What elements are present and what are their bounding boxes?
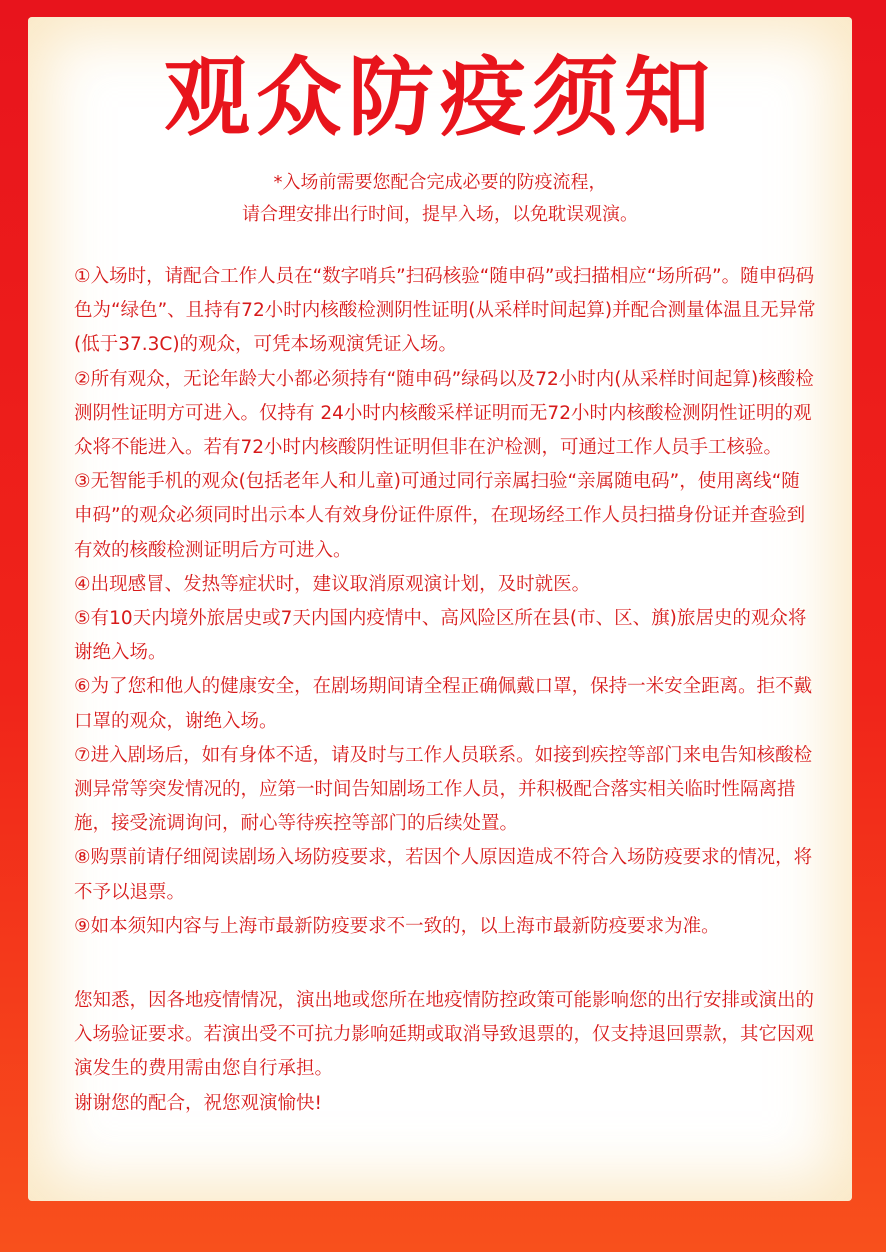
subtitle-line: *入场前需要您配合完成必要的防疫流程，: [273, 172, 607, 193]
closing-paragraph: 您知悉，因各地疫情情况，演出地或您所在地疫情防控政策可能影响您的出行安排或演出的入场验证要求。若演出受不可抗力影响延期或取消导致退票的，仅支持退回票款，其它因观演发生的费用需由您自行承担。: [74, 990, 815, 1080]
rule-item: ④出现感冒、发热等症状时，建议取消原观演计划，及时就医。: [74, 573, 591, 595]
rule-item: ⑦进入剧场后，如有身体不适，请及时与工作人员联系。如接到疾控等部门来电告知核酸检测异常等突发情况的，应第一时间告知剧场工作人员，并积极配合落实相关临时性隔离措施，接受流调询问，耐心等待疾控等部门的后续处置。: [74, 744, 813, 835]
rule-item: ⑧购票前请仔细阅读剧场入场防疫要求，若因个人原因造成不符合入场防疫要求的情况，将不予以退票。: [74, 847, 813, 903]
rule-item: ⑨如本须知内容与上海市最新防疫要求不一致的，以上海市最新防疫要求为准。: [74, 915, 720, 937]
rule-item: ⑤有10天内境外旅居史或7天内国内疫情中、高风险区所在县(市、区、旗)旅居史的观众将谢绝入场。: [74, 608, 807, 664]
spacer: [74, 944, 816, 984]
page-title: 观众防疫须知: [164, 48, 716, 148]
rule-item: ③无智能手机的观众(包括老年人和儿童)可通过同行亲属扫验“亲属随电码”，使用离线“随申码”的观众必须同时出示本人有效身份证件原件，在现场经工作人员扫描身份证并查验到有效的核酸检测证明后方可进入。: [74, 471, 806, 561]
notice-content: [74, 260, 816, 1121]
thanks-line: 谢谢您的配合，祝您观演愉快!: [74, 1092, 322, 1114]
rule-item: ⑥为了您和他人的健康安全，在剧场期间请全程正确佩戴口罩，保持一米安全距离。拒不戴口罩的观众，谢绝入场。: [74, 676, 813, 732]
rule-item: ①入场时，请配合工作人员在“数字哨兵”扫码核验“随申码”或扫描相应“场所码”。随申码码色为“绿色”、且持有72小时内核酸检测阴性证明(从采样时间起算)并配合测量体温且无异常(低于37.3C)的观众，可凭本场观演凭证入场。: [74, 266, 816, 356]
notice-card: [28, 17, 852, 1201]
subtitle-line: 请合理安排出行时间，提早入场，以免耽误观演。: [242, 204, 638, 225]
subtitle: [28, 167, 852, 231]
rule-item: ②所有观众，无论年龄大小都必须持有“随申码”绿码以及72小时内(从采样时间起算)核酸检测阴性证明方可进入。仅持有 24小时内核酸采样证明而无72小时内核酸检测阴性证明的观众将不能进入。若有72小时内核酸阴性证明但非在沪检测，可通过工作人员手工核验。: [74, 368, 814, 459]
